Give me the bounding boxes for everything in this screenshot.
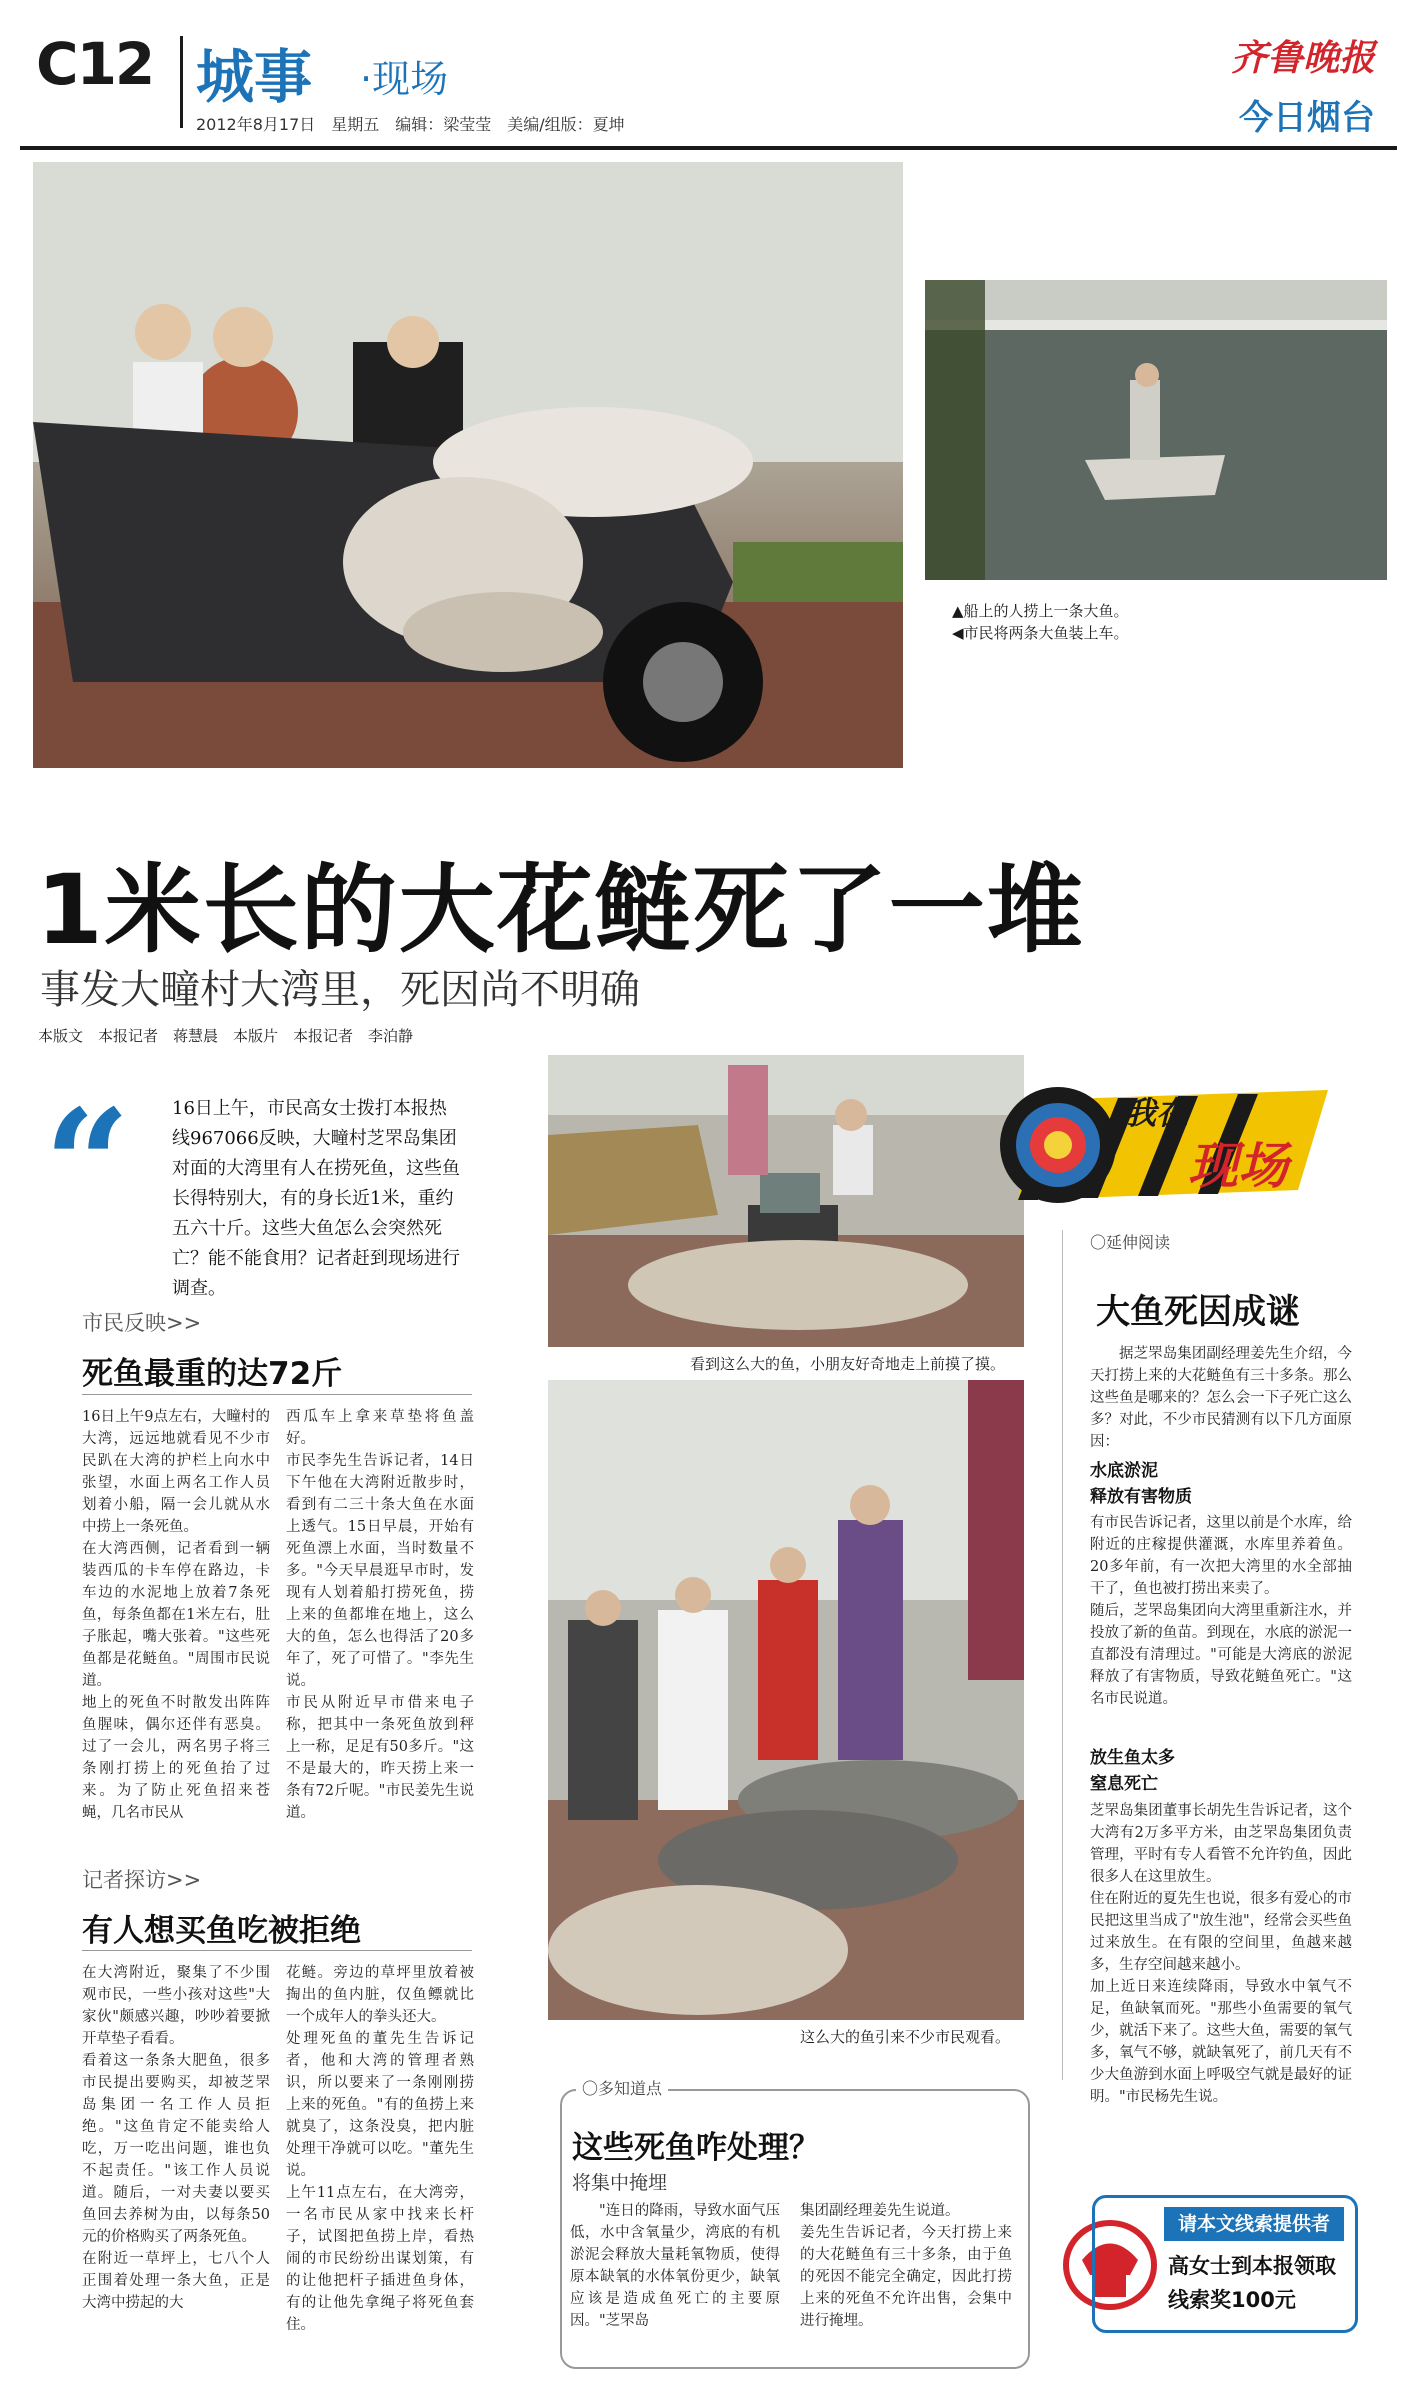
sidebar-paragraph2: 芝罘岛集团董事长胡先生告诉记者，这个大湾有2万多平方米，由芝罘岛集团负责管理，平时有专人看管不允许钓鱼，因此很多人在这里放生。 住在附近的夏先生也说，很多有爱心的市民把这里当成了"放生池"，经常会买些鱼过来放生。在有限的空间里，鱼越来越多，生存空间越来越小。 加上近日来连续降雨，导致水中氧气不足，鱼缺氧而死。"那些小鱼需要的氧气少，就活下来了。这些大鱼，需要的氧气多，氧气不够，就缺氧死了，前几天有不少大鱼游到水面上呼吸空气就是最好的证明。"市民杨先生说。 [1090, 1803, 1352, 2105]
scooter-scene-illustration [33, 162, 903, 768]
sidebar-subhead1: 水底淤泥 释放有害物质 [1090, 1461, 1192, 1507]
section2-kicker: 记者探访>> [82, 1868, 202, 1892]
header-rule [20, 146, 1397, 150]
know-title: 这些死鱼咋处理？ [572, 2130, 820, 2166]
sidebar-kicker: 〇延伸阅读 [1090, 1233, 1171, 1252]
hotline-line1: 请本文线索提供者 [1164, 2207, 1344, 2241]
section-title: 城事 [196, 43, 313, 111]
photo-crowd-watching-fish [548, 1380, 1024, 2020]
section2-title: 有人想买鱼吃被拒绝 [82, 1913, 361, 1949]
quote-mark-icon: “ [44, 1077, 131, 1253]
child-scene-illustration [548, 1055, 1024, 1347]
photo-child-touching-fish [548, 1055, 1024, 1347]
crowd-scene-illustration [548, 1380, 1024, 2020]
badge-text-line1: 我在 [1124, 1094, 1189, 1132]
section2-column2: 花鲢。旁边的草坪里放着被掏出的鱼内脏，仅鱼鳔就比一个成年人的拳头还大。 处理死鱼的董先生告诉记者，他和大湾的管理者熟识，所以要来了一条刚刚捞上来的死鱼。"有的鱼捞上来就臭了，这条没臭，把内脏处理干净就可以吃。"董先生说。 上午11点左右，在大湾旁，一名市民从家中找来长杆子，试图把鱼捞上岸，看热闹的市民纷纷出谋划策，有的让他把杆子插进鱼身体，有的让他先拿绳子将死鱼套住。 [286, 1965, 474, 2333]
column-divider [1062, 1230, 1063, 2080]
sidebar-subhead2: 放生鱼太多 窒息死亡 [1090, 1748, 1175, 1794]
photo-caption-crowd: 这么大的鱼引来不少市民观看。 [800, 2028, 1011, 2046]
section1-title: 死鱼最重的达72斤 [82, 1356, 343, 1392]
subheadline: 事发大疃村大湾里，死因尚不明确 [40, 967, 640, 1013]
newspaper-logo: 齐鲁晚报 [1230, 37, 1375, 79]
byline: 本版文 本报记者 蒋慧晨 本版片 本报记者 李泊静 [38, 1027, 414, 1045]
photo-boat-retrieving-fish [925, 280, 1387, 580]
sidebar-paragraph1: 有市民告诉记者，这里以前是个水库，给附近的庄稼提供灌溉，水库里养着鱼。20多年前，有一次把大湾里的水全部抽干了，鱼也被打捞出来卖了。 随后，芝罘岛集团向大湾里重新注水，并投放了新的鱼苗。到现在，水底的淤泥一直都没有清理过。"可能是大湾底的淤泥释放了有害物质，导致花鲢鱼死亡。"这名市民说道。 [1090, 1515, 1352, 1707]
headline: 1米长的大花鲢死了一堆 [36, 854, 1085, 966]
section1-column2: 西瓜车上拿来草垫将鱼盖好。 市民李先生告诉记者，14日下午他在大湾附近散步时，看到有二三十条大鱼在水面上透气。15日早晨，开始有死鱼漂上水面，当时数量不多。"今天早晨逛早市时，发现有人划着船打捞死鱼，捞上来的鱼都堆在地上，这么大的鱼，怎么也得活了20多年了，死了可惜了。"李先生说。 市民从附近早市借来电子称，把其中一条死鱼放到秤上一称，足足有50多斤。"这不是最大的，昨天捞上来一条有72斤呢。"市民姜先生说道。 [286, 1409, 474, 1821]
page-number: C12 [36, 30, 154, 98]
edition-name: 今日烟台 [1239, 98, 1375, 138]
section1-rule [82, 1394, 472, 1395]
know-column1: "连日的降雨，导致水面气压低，水中含氧量少，湾底的有机淤泥会释放大量耗氧物质，使得原本缺氧的水体氧份更少，缺氧应该是造成鱼死亡的主要原因。"芝罘岛 [570, 2203, 780, 2329]
badge-text-line2: 现场 [1188, 1137, 1288, 1195]
lead-paragraph: 16日上午，市民高女士拨打本报热线967066反映，大疃村芝罘岛集团对面的大湾里有人在捞死鱼，这些鱼长得特别大，有的身长近1米，重约五六十斤。这些大鱼怎么会突然死亡？能不能食用？记者赶到现场进行调查。 [172, 1098, 460, 1299]
on-site-badge [998, 1080, 1338, 1210]
sidebar-title: 大鱼死因成谜 [1096, 1292, 1300, 1332]
hotline-line2: 高女士到本报领取 [1168, 2254, 1336, 2278]
photo-caption-scooter: ◀市民将两条大鱼装上车。 [952, 624, 1129, 642]
know-kicker: 〇多知道点 [576, 2076, 668, 2099]
know-subtitle: 将集中掩埋 [572, 2172, 668, 2194]
section2-column1: 在大湾附近，聚集了不少围观市民，一些小孩对这些"大家伙"颇感兴趣，吵吵着要掀开草垫子看看。 看着这一条条大肥鱼，很多市民提出要购买，却被芝罘岛集团一名工作人员拒绝。"这鱼肯定不能卖给人吃，万一吃出问题，谁也负不起责任。"该工作人员说道。随后，一对夫妻以要买鱼回去养树为由，以每条50元的价格购买了两条死鱼。 在附近一草坪上，七八个人正围着处理一条大鱼，正是大湾中捞起的大 [82, 1965, 270, 2311]
sidebar-intro: 据芝罘岛集团副经理姜先生介绍，今天打捞上来的大花鲢鱼有三十多条。那么这些鱼是哪来的？怎么会一下子死亡这么多？对此，不少市民猜测有以下几方面原因： [1090, 1346, 1352, 1450]
section2-rule [82, 1950, 472, 1951]
photo-caption-child: 看到这么大的鱼，小朋友好奇地走上前摸了摸。 [690, 1355, 1006, 1373]
section-subtitle: ·现场 [360, 57, 449, 101]
section1-column1: 16日上午9点左右，大疃村的大湾，远远地就看见不少市民趴在大湾的护栏上向水中张望，水面上两名工作人员划着小船，隔一会儿就从水中捞上一条死鱼。 在大湾西侧，记者看到一辆装西瓜的卡车停在路边，卡车边的水泥地上放着7条死鱼，每条鱼都在1米左右，肚子胀起，嘴大张着。"这些死鱼都是花鲢鱼。"周围市民说道。 地上的死鱼不时散发出阵阵鱼腥味，偶尔还伴有恶臭。过了一会儿，两名男子将三条刚打捞上的死鱼抬了过来。为了防止死鱼招来苍蝇，几名市民从 [82, 1409, 270, 1821]
boat-scene-illustration [925, 280, 1387, 580]
photo-fish-on-scooter [33, 162, 903, 768]
photo-caption-boat: ▲船上的人捞上一条大鱼。 [952, 602, 1129, 620]
section1-kicker: 市民反映>> [82, 1311, 202, 1335]
hotline-line3: 线索奖100元 [1168, 2288, 1296, 2312]
header-divider [180, 36, 183, 128]
issue-meta: 2012年8月17日 星期五 编辑：梁莹莹 美编/组版：夏坤 [196, 115, 625, 134]
know-column2: 集团副经理姜先生说道。 姜先生告诉记者，今天打捞上来的大花鲢鱼有三十多条，由于鱼的死因不能完全确定，因此打捞上来的死鱼不允许出售，会集中进行掩埋。 [800, 2203, 1012, 2329]
